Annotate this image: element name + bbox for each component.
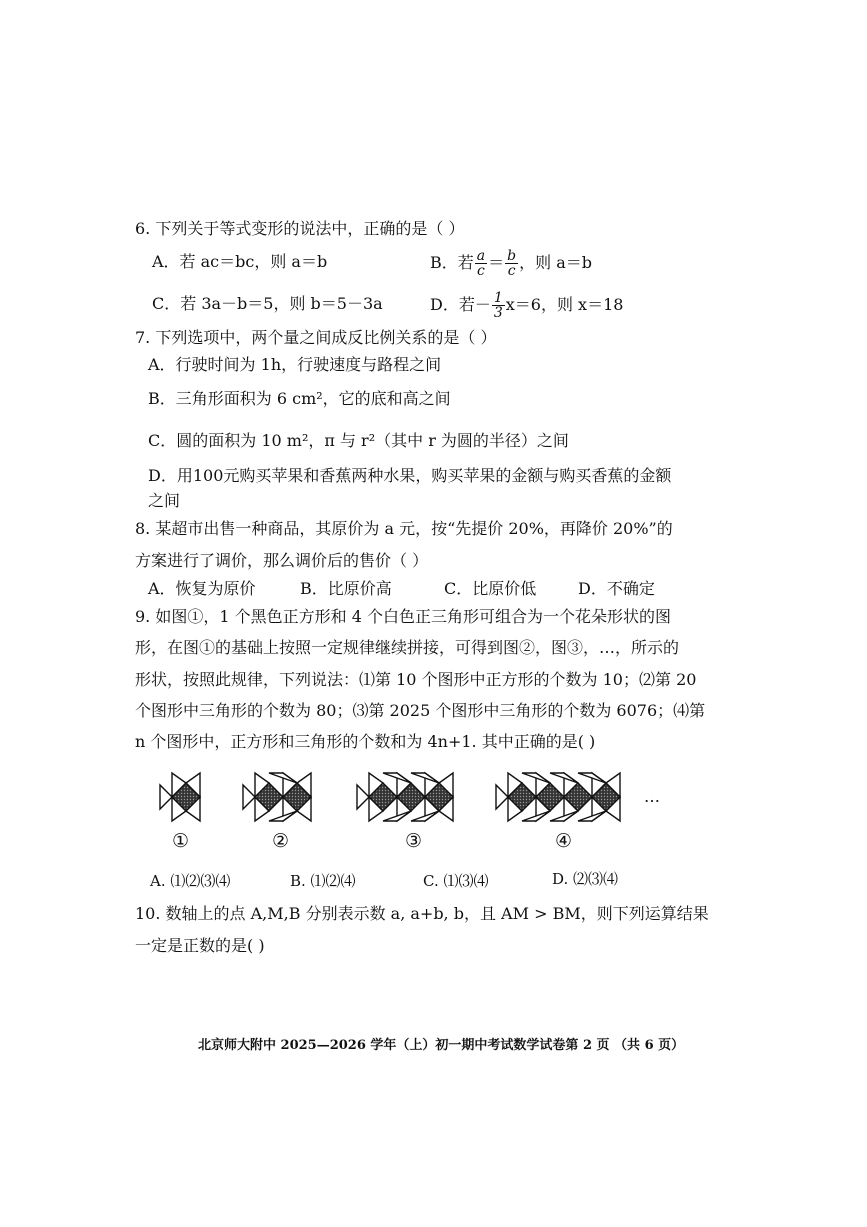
q9-option-d: D. ⑵⑶⑷ (552, 870, 619, 888)
equals-sign: ＝ (488, 253, 505, 272)
q7-option-d-line2: 之间 (148, 491, 181, 510)
q6-option-b-suffix: ，则 a＝b (519, 253, 592, 272)
fraction-denominator: 3 (493, 305, 503, 321)
figure-label-3: ③ (405, 830, 423, 852)
q10-line2: 一定是正数的是( ) (135, 936, 265, 955)
q6-option-d-suffix: x＝6，则 x＝18 (505, 295, 624, 314)
figure-label-4: ④ (555, 830, 573, 852)
fraction-numerator: b (507, 248, 517, 264)
fraction-denominator: c (507, 263, 516, 279)
figure-ellipsis: … (644, 787, 660, 806)
q8-stem-line2: 方案进行了调价，那么调价后的售价（ ） (135, 551, 429, 570)
figure-label-1: ① (172, 830, 190, 852)
q6-option-d-prefix: D．若－ (430, 295, 491, 314)
q8-option-c: C．比原价低 (444, 579, 537, 598)
q6-option-a: A．若 ac＝bc，则 a＝b (152, 252, 328, 271)
q8-option-b: B．比原价高 (300, 579, 392, 598)
q9-line5: n 个图形中，正方形和三角形的个数和为 4n+1. 其中正确的是( ) (135, 732, 596, 751)
triangle-left-end (160, 785, 172, 809)
q9-option-b: B. ⑴⑵⑷ (290, 872, 356, 890)
triangle-left-end (243, 785, 255, 809)
q8-option-d: D．不确定 (578, 579, 655, 598)
q7-stem: 7. 下列选项中，两个量之间成反比例关系的是（ ） (135, 328, 497, 347)
q9-line1: 9. 如图①，1 个黑色正方形和 4 个白色正三角形可组合为一个花朵形状的图 (135, 607, 671, 626)
triangle-left-end (496, 785, 508, 809)
figure-label-2: ② (272, 830, 290, 852)
q8-stem-line1: 8. 某超市出售一种商品，其原价为 a 元，按“先提价 20%，再降价 20%”的 (135, 519, 673, 538)
q8-option-a: A．恢复为原价 (148, 579, 256, 598)
page-footer: 北京师大附中 2025—2026 学年（上）初一期中考试数学试卷第 2 页 （共 6 页） (198, 1038, 685, 1053)
q9-option-a: A. ⑴⑵⑶⑷ (150, 872, 231, 890)
fraction-numerator: a (476, 248, 486, 264)
q10-line1: 10. 数轴上的点 A,M,B 分别表示数 a, a+b, b，且 AM > BM，则下列运算结果 (135, 904, 709, 923)
q7-option-c: C．圆的面积为 10 m²，π 与 r²（其中 r 为圆的半径）之间 (148, 431, 569, 450)
q7-option-b: B．三角形面积为 6 cm²，它的底和高之间 (148, 389, 451, 408)
q7-option-a: A．行驶时间为 1h，行驶速度与路程之间 (148, 355, 442, 374)
fraction-numerator: 1 (493, 290, 503, 306)
q6-option-c: C．若 3a－b＝5，则 b＝5－3a (152, 294, 383, 313)
q9-option-c: C. ⑴⑶⑷ (423, 872, 489, 890)
q9-line4: 个图形中三角形的个数为 80；⑶第 2025 个图形中三角形的个数为 6076；⑷第 (135, 701, 706, 720)
q7-option-d-line1: D．用100元购买苹果和香蕉两种水果，购买苹果的金额与购买香蕉的金额 (148, 466, 672, 485)
q9-line3: 形状，按照此规律，下列说法：⑴第 10 个图形中正方形的个数为 10；⑵第 20 (135, 670, 697, 689)
q6-stem: 6. 下列关于等式变形的说法中，正确的是（ ） (135, 219, 465, 238)
q6-option-b-prefix: B．若 (430, 253, 474, 272)
fraction-denominator: c (477, 263, 485, 279)
q9-line2: 形，在图①的基础上按照一定规律继续拼接，可得到图②，图③，…，所示的 (135, 638, 680, 657)
triangle-left-end (357, 785, 369, 809)
